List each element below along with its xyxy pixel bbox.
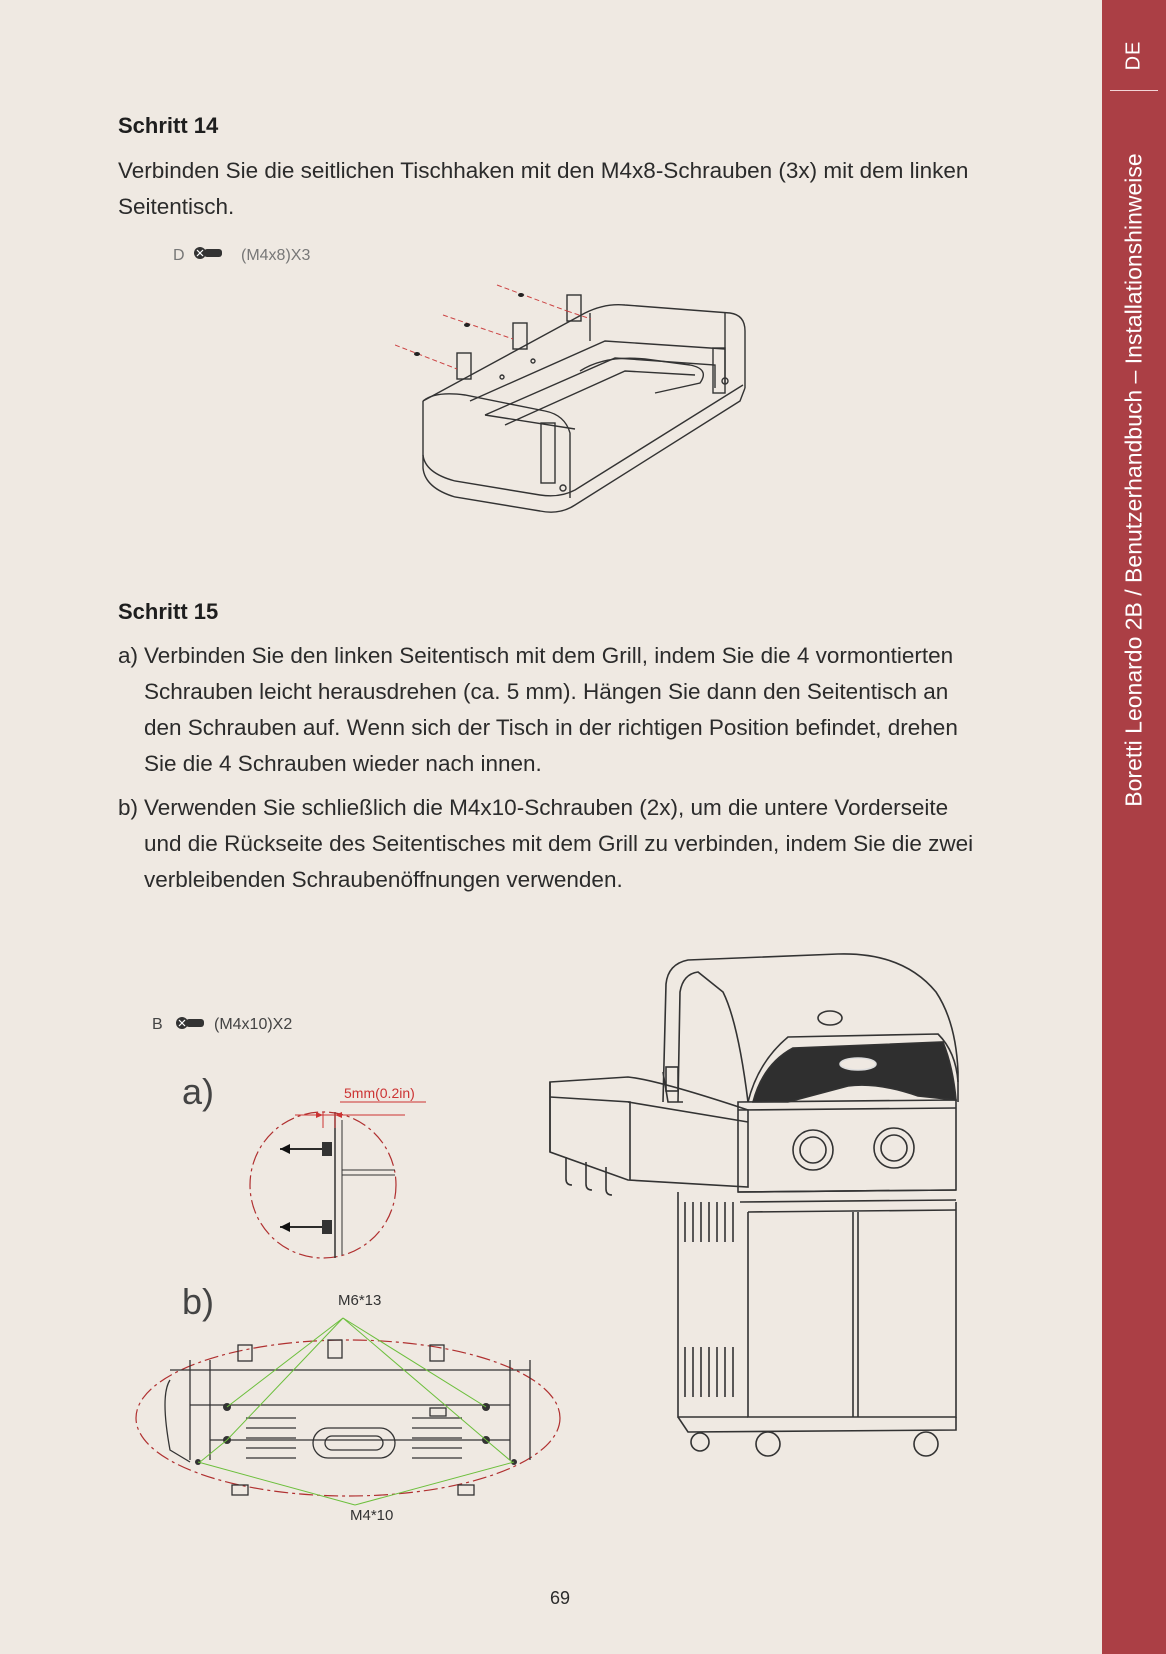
detail-a-circle <box>250 1112 396 1258</box>
list-item <box>118 790 988 898</box>
list-marker-a: a) <box>118 643 139 668</box>
diagram-label-b: b) <box>182 1281 215 1322</box>
step-15-heading: Schritt 15 <box>118 599 219 624</box>
list-text-b: Verwenden Sie schließlich die M4x10-Schrauben (2x), um die untere Vorderseite und die Rückseite des Seitentisches mit dem Grill zu verbinden, indem Sie die zwei verbleibenden Schraubenöffnungen verwenden. <box>144 795 974 892</box>
page-number: 69 <box>549 1588 571 1608</box>
detail-b-ellipse <box>136 1318 560 1505</box>
sidebar-title: Boretti Leonardo 2B / Benutzerhandbuch – Installationshinweise <box>1120 153 1147 807</box>
step-15-detail-diagrams <box>130 1000 600 1540</box>
diagram-label-a: a) <box>182 1071 215 1112</box>
list-item <box>118 638 988 782</box>
grill-diagram <box>548 952 968 1507</box>
step-15-part-letter: B <box>152 1016 163 1033</box>
dimension-callout <box>295 1085 426 1128</box>
step-14-part-spec: (M4x8)X3 <box>241 247 311 264</box>
step-14-part-letter: D <box>173 247 185 264</box>
list-text-a: Verbinden Sie den linken Seitentisch mit dem Grill, indem Sie die 4 vormontierten Schrauben leicht herausdrehen (ca. 5 mm). Hängen Sie dann den Seitentisch an den Schrauben auf. Wenn sich der Tisch in der richtigen Position befindet, drehen Sie die 4 Schrauben wieder nach innen. <box>144 643 958 776</box>
step-14-heading: Schritt 14 <box>118 113 219 138</box>
dimension-label: 5mm(0.2in) <box>344 1085 415 1101</box>
step-14-screw-legend <box>165 240 345 270</box>
screw-label-top: M6*13 <box>338 1292 382 1309</box>
side-table-diagram <box>395 283 795 543</box>
screw-icon <box>176 1017 204 1029</box>
sidebar-divider <box>1110 90 1158 91</box>
step-15-part-spec: (M4x10)X2 <box>214 1016 293 1033</box>
language-label: DE <box>1122 40 1145 70</box>
screw-label-bottom: M4*10 <box>350 1507 394 1524</box>
side-bar <box>1102 0 1166 1654</box>
language-tab <box>1102 28 1166 82</box>
screw-icon <box>194 247 222 259</box>
step-14-text: Verbinden Sie die seitlichen Tischhaken mit den M4x8-Schrauben (3x) mit dem linken Seitentisch. <box>118 158 969 219</box>
list-marker-b: b) <box>118 795 139 820</box>
